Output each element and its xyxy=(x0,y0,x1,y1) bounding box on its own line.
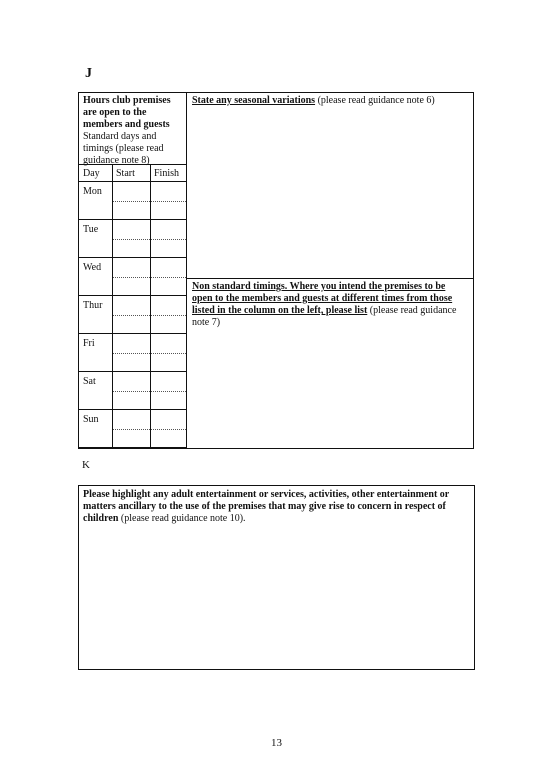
day-label: Fri xyxy=(83,338,95,349)
section-j-letter: J xyxy=(85,66,92,81)
non-standard-timings-area[interactable] xyxy=(187,279,473,448)
timings-row-thur xyxy=(79,296,186,334)
section-k-instructions xyxy=(83,489,468,525)
timings-table-header xyxy=(79,164,186,182)
standard-timings-column xyxy=(79,93,187,448)
finish-time-cell[interactable] xyxy=(151,410,186,447)
seasonal-variations-heading: State any seasonal variations xyxy=(192,95,316,106)
day-label: Sat xyxy=(83,376,96,387)
non-standard-timings-heading: Non standard timings. Where you intend the premises to be open to the members and guests at different times from those listed in the column on the left, please list xyxy=(192,281,453,316)
finish-time-cell[interactable] xyxy=(151,258,186,295)
adult-entertainment-note: (please read guidance note 10). xyxy=(118,513,246,524)
section-k-letter: K xyxy=(82,459,90,471)
finish-time-cell[interactable] xyxy=(151,182,186,219)
standard-timings-header xyxy=(83,95,183,167)
timings-row-mon xyxy=(79,182,186,220)
day-label: Thur xyxy=(83,300,103,311)
day-label: Tue xyxy=(83,224,99,235)
start-time-cell[interactable] xyxy=(113,372,150,409)
start-time-cell[interactable] xyxy=(113,258,150,295)
page-number: 13 xyxy=(271,737,282,749)
adult-entertainment-heading: Please highlight any adult entertainment or services, activities, other entertainment or matters ancillary to the use of the premises that may give rise to concern in respect of children xyxy=(83,489,450,524)
start-time-cell[interactable] xyxy=(113,410,150,447)
day-label: Sun xyxy=(83,414,99,425)
day-label: Mon xyxy=(83,186,102,197)
day-column-header: Day xyxy=(83,168,100,179)
standard-days-label: Standard days and timings (please read guidance note 8) xyxy=(83,131,164,166)
start-column-header: Start xyxy=(116,168,135,179)
timings-row-sun xyxy=(79,410,186,448)
timings-row-wed xyxy=(79,258,186,296)
non-standard-timings-note: (please read guidance note 7) xyxy=(192,305,457,328)
section-k-box[interactable] xyxy=(78,485,475,670)
finish-column-header: Finish xyxy=(154,168,180,179)
start-time-cell[interactable] xyxy=(113,296,150,333)
day-label: Wed xyxy=(83,262,102,273)
hours-open-label: Hours club premises are open to the members and guests xyxy=(83,95,171,130)
start-time-cell[interactable] xyxy=(113,334,150,371)
section-j-box xyxy=(78,92,474,449)
seasonal-variations-area[interactable] xyxy=(187,93,473,279)
finish-time-cell[interactable] xyxy=(151,296,186,333)
finish-time-cell[interactable] xyxy=(151,334,186,371)
timings-row-tue xyxy=(79,220,186,258)
timings-row-sat xyxy=(79,372,186,410)
finish-time-cell[interactable] xyxy=(151,372,186,409)
seasonal-variations-note: (please read guidance note 6) xyxy=(315,95,435,106)
start-time-cell[interactable] xyxy=(113,182,150,219)
timings-row-fri xyxy=(79,334,186,372)
start-time-cell[interactable] xyxy=(113,220,150,257)
finish-time-cell[interactable] xyxy=(151,220,186,257)
